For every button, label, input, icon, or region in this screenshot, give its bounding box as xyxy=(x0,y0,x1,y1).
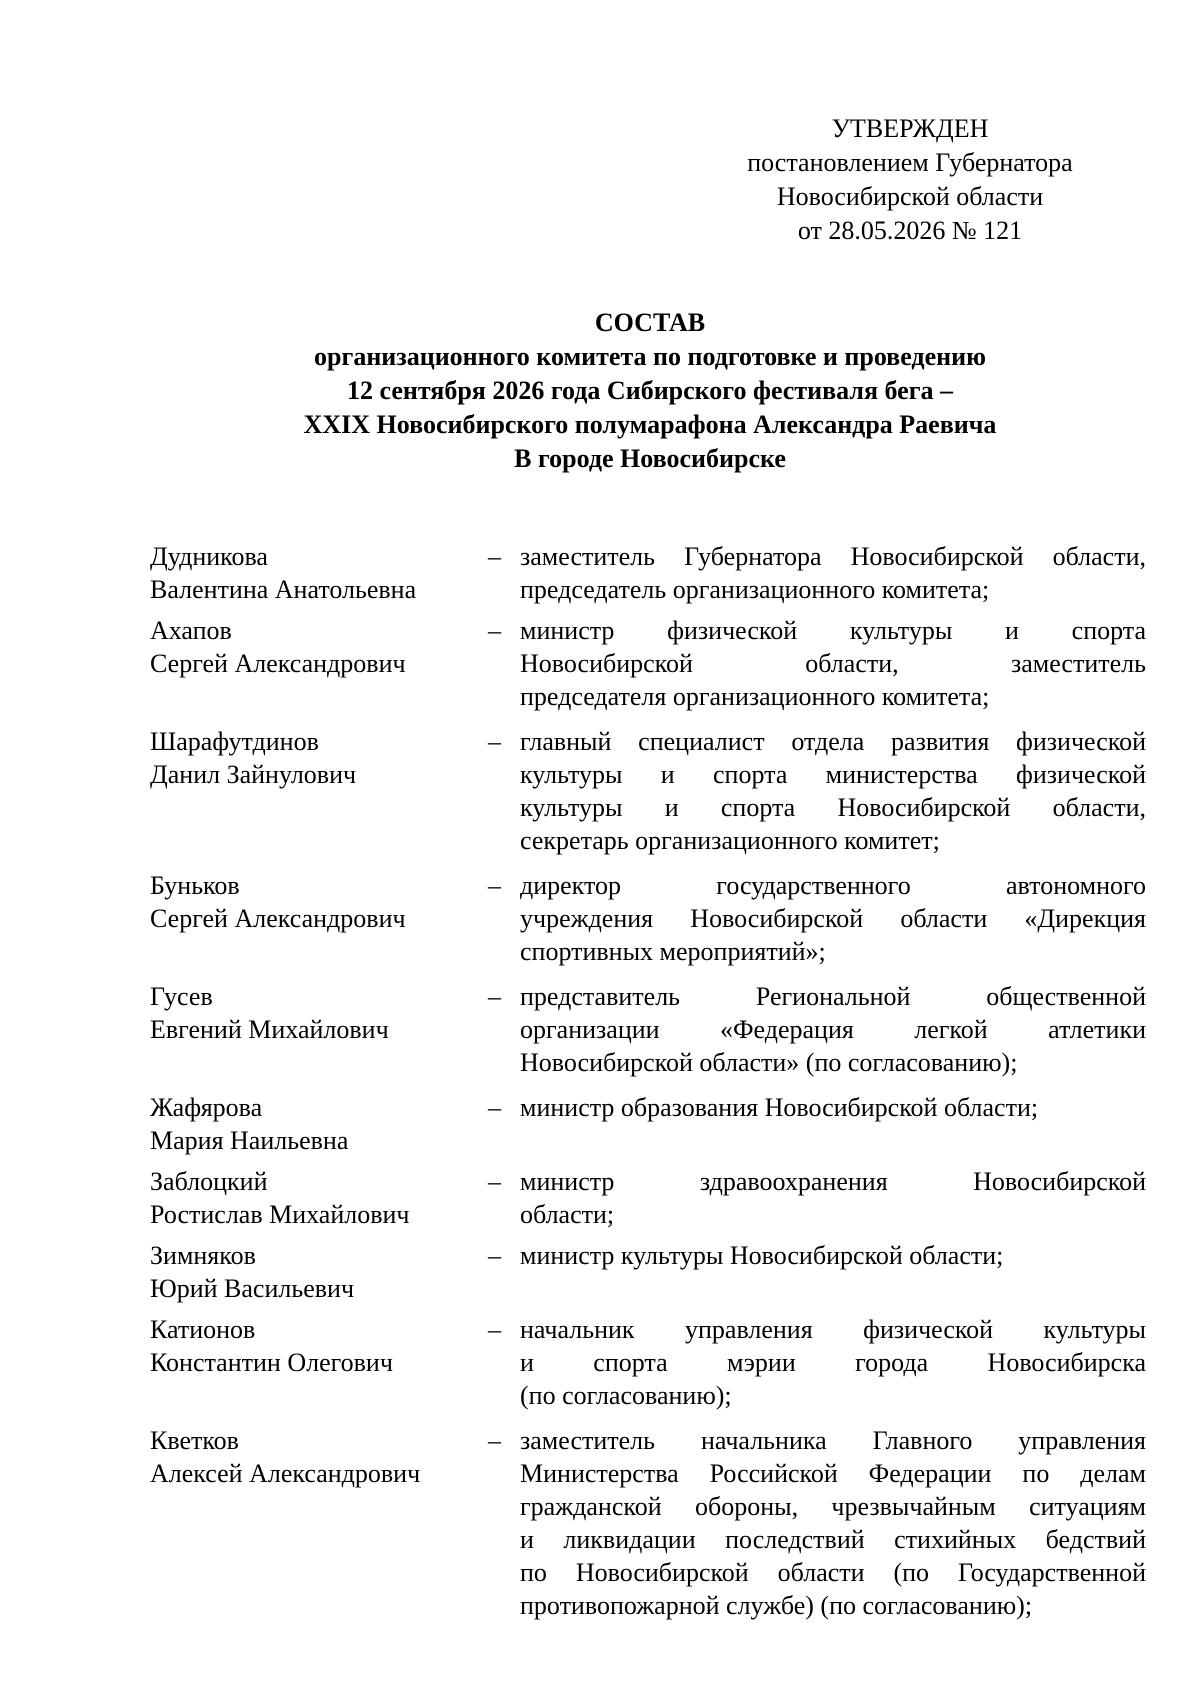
member-given-names: Данил Зайнулович xyxy=(150,760,357,789)
member-surname: Жафярова xyxy=(150,1093,263,1122)
member-role-line: министр здравоохранения Новосибирской xyxy=(520,1167,1146,1196)
member-role-line: главный специалист отдела развития физической xyxy=(520,727,1146,756)
member-given-names: Юрий Васильевич xyxy=(150,1274,355,1303)
member-role-line: министр культуры Новосибирской области; xyxy=(520,1241,1004,1270)
committee-member-list xyxy=(150,540,1146,1622)
member-given-names: Сергей Александрович xyxy=(150,904,406,933)
member-role xyxy=(520,540,1146,606)
member-role-line: (по согласованию); xyxy=(520,1381,732,1410)
member-role-line: по Новосибирской области (по Государственной xyxy=(520,1558,1146,1587)
member-role-line: противопожарной службе) (по согласованию); xyxy=(520,1591,1033,1620)
member-row xyxy=(150,1091,1146,1157)
member-surname: Буньков xyxy=(150,871,240,900)
member-role xyxy=(520,869,1146,968)
member-dash: – xyxy=(488,982,501,1011)
member-role xyxy=(520,1424,1146,1622)
member-role-line: организации «Федерация легкой атлетики xyxy=(520,1015,1146,1044)
member-dash: – xyxy=(488,871,501,900)
member-role-line: культуры и спорта министерства физической xyxy=(520,760,1146,789)
member-role-line: учреждения Новосибирской области «Дирекция xyxy=(520,904,1146,933)
member-role xyxy=(520,1091,1146,1157)
member-role-line: Новосибирской области, заместитель xyxy=(520,649,1146,678)
member-role-line: Министерства Российской Федерации по делам xyxy=(520,1459,1146,1488)
member-role-line: представитель Региональной общественной xyxy=(520,982,1146,1011)
member-surname: Катионов xyxy=(150,1315,256,1344)
member-name xyxy=(150,1165,488,1231)
title-line-1: СОСТАВ xyxy=(594,308,706,337)
member-role-line: области; xyxy=(520,1200,615,1229)
member-role-line: заместитель Губернатора Новосибирской области, xyxy=(520,542,1146,571)
member-role-line: и ликвидации последствий стихийных бедствий xyxy=(520,1525,1146,1554)
member-role-line: культуры и спорта Новосибирской области, xyxy=(520,793,1146,822)
title-line-5: В городе Новосибирске xyxy=(514,444,786,473)
member-surname: Зимняков xyxy=(150,1241,256,1270)
member-given-names: Мария Наильевна xyxy=(150,1126,349,1155)
member-row xyxy=(150,869,1146,968)
member-role-line: заместитель начальника Главного управления xyxy=(520,1426,1146,1455)
member-surname: Ахапов xyxy=(150,616,232,645)
member-dash: – xyxy=(488,1093,501,1122)
member-row xyxy=(150,980,1146,1079)
member-role xyxy=(520,614,1146,713)
member-name xyxy=(150,725,488,857)
member-surname: Дудникова xyxy=(150,542,268,571)
member-row xyxy=(150,1239,1146,1305)
member-name xyxy=(150,540,488,606)
member-given-names: Алексей Александрович xyxy=(150,1459,421,1488)
member-role-line: секретарь организационного комитет; xyxy=(520,826,940,855)
member-role-line: министр физической культуры и спорта xyxy=(520,616,1146,645)
member-dash: – xyxy=(488,1315,501,1344)
member-role xyxy=(520,725,1146,857)
document-title xyxy=(150,306,1150,476)
member-role-line: спортивных мероприятий»; xyxy=(520,937,826,966)
member-name xyxy=(150,1424,488,1622)
member-surname: Заблоцкий xyxy=(150,1167,268,1196)
approval-stamp xyxy=(690,112,1130,248)
member-row xyxy=(150,1313,1146,1412)
member-surname: Шарафутдинов xyxy=(150,727,319,756)
member-given-names: Евгений Михайлович xyxy=(150,1015,389,1044)
member-name xyxy=(150,1313,488,1412)
member-row xyxy=(150,1424,1146,1622)
member-row xyxy=(150,540,1146,606)
title-line-2: организационного комитета по подготовке и проведению xyxy=(314,342,986,371)
member-dash: – xyxy=(488,1167,501,1196)
title-line-3: 12 сентября 2026 года Сибирского фестиваля бега – xyxy=(346,376,954,405)
member-role-line: начальник управления физической культуры xyxy=(520,1315,1146,1344)
member-dash: – xyxy=(488,1241,501,1270)
approval-decree: постановлением Губернатора xyxy=(747,148,1073,177)
member-role xyxy=(520,1313,1146,1412)
member-name xyxy=(150,980,488,1079)
member-role-line: председателя организационного комитета; xyxy=(520,682,990,711)
member-row xyxy=(150,614,1146,713)
member-role xyxy=(520,1165,1146,1231)
title-line-4: XXIX Новосибирского полумарафона Александра Раевича xyxy=(303,410,997,439)
member-surname: Гусев xyxy=(150,982,213,1011)
member-given-names: Сергей Александрович xyxy=(150,649,406,678)
member-given-names: Ростислав Михайлович xyxy=(150,1200,410,1229)
member-role-line: Новосибирской области» (по согласованию); xyxy=(520,1048,1018,1077)
member-given-names: Валентина Анатольевна xyxy=(150,575,417,604)
approval-date-number: от 28.05.2026 № 121 xyxy=(797,216,1023,245)
member-role xyxy=(520,1239,1146,1305)
member-given-names: Константин Олегович xyxy=(150,1348,393,1377)
member-role-line: директор государственного автономного xyxy=(520,871,1146,900)
member-name xyxy=(150,1091,488,1157)
approval-heading: УТВЕРЖДЕН xyxy=(831,114,989,143)
member-name xyxy=(150,1239,488,1305)
member-surname: Кветков xyxy=(150,1426,239,1455)
member-name xyxy=(150,614,488,713)
member-dash: – xyxy=(488,727,501,756)
member-dash: – xyxy=(488,616,501,645)
member-row xyxy=(150,1165,1146,1231)
member-dash: – xyxy=(488,542,501,571)
member-role-line: гражданской обороны, чрезвычайным ситуациям xyxy=(520,1492,1146,1521)
member-row xyxy=(150,725,1146,857)
member-role-line: министр образования Новосибирской области; xyxy=(520,1093,1039,1122)
approval-region: Новосибирской области xyxy=(776,182,1044,211)
member-role-line: и спорта мэрии города Новосибирска xyxy=(520,1348,1146,1377)
member-dash: – xyxy=(488,1426,501,1455)
member-role-line: председатель организационного комитета; xyxy=(520,575,990,604)
member-name xyxy=(150,869,488,968)
member-role xyxy=(520,980,1146,1079)
